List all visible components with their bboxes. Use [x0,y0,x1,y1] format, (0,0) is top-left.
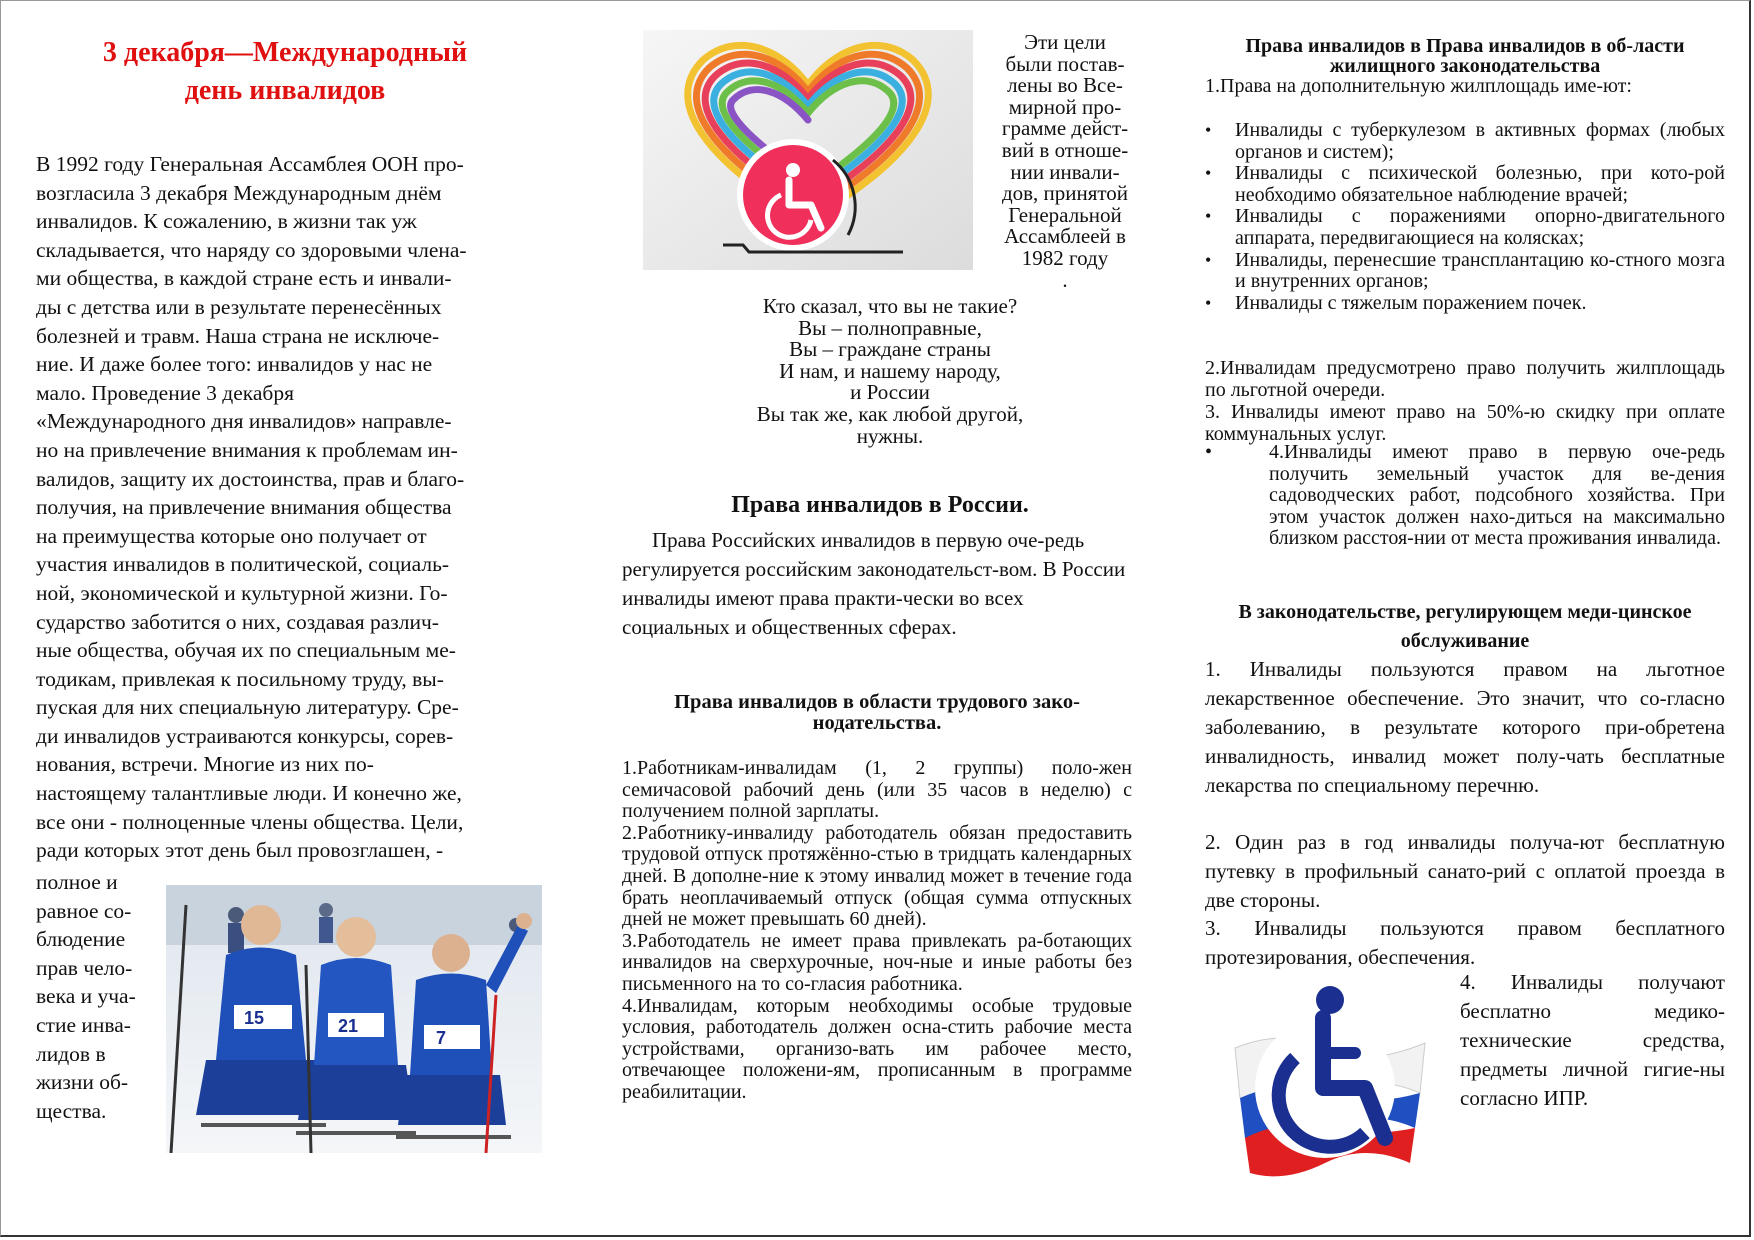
goals-line: Эти цели [1024,30,1106,54]
intro-tail-line: стие инва- [36,1012,131,1037]
intro-tail-line: щества. [36,1098,107,1123]
paralympic-skiers-photo [166,885,542,1153]
goals-line: лены во Все- [1007,73,1123,98]
svg-text:21: 21 [338,1016,359,1036]
list-item: • Инвалиды, перенесшие трансплантацию ко-стного мозга и внутренних органов; [1205,250,1725,293]
main-title: 3 декабря—Международный день инвалидов [102,37,468,106]
intro-line: получия, на привлечение внимания общества [36,495,452,520]
medical-paragraph-1: 1. Инвалиды пользуются правом на льготное лекарственное обеспечение. Это значит, что со-гласно заболеванию, в результате которого при-обретена инвалидность, инвалид может полу-чать бесплатные лекарства по специальному перечню. [1205,657,1725,797]
intro-line: тодикам, привлекая к посильному труду, вы- [36,666,444,691]
intro-line: ной, экономической и культурной жизни. Го- [36,580,448,605]
list-item: • Инвалиды с тяжелым поражением почек. [1205,293,1725,315]
bullet-icon: • [1205,441,1213,463]
poem-line: Вы так же, как любой другой, [756,401,1024,426]
intro-text [36,150,536,865]
intro-line: нования, встречи. Многие из них по- [36,752,374,777]
intro-line: болезней и травм. Наша страна не исключе- [36,323,440,348]
housing-paragraph-1: 1.Права на дополнительную жилплощадь име-ют: [1205,75,1632,97]
intro-line: валидов, защиту их достоинства, прав и благо- [36,466,465,491]
labor-item: 4.Инвалидам, которым необходимы особые трудовые условия, работодатель должен осна-стить рабочие места устройствами, организо-вать им рабочее место, отвечающее положени-ям, прописанным в программе реабилитации. [622,994,1132,1103]
goals-line: 1982 году [1021,245,1109,270]
medical-paragraph-4: 4. Инвалиды получают бесплатно медико-технические средства, предметы личной гигие-ны согласно ИПР. [1460,970,1725,1110]
intro-line: пуская для них специальную литературу. Сре- [36,695,459,720]
goals-line: нии инвали- [1010,159,1120,184]
goals-line: мирной про- [1008,94,1122,119]
wheelchair-russian-flag-logo [1215,978,1435,1178]
intro-tail-line: равное со- [36,898,132,923]
poem-line: и России [850,380,930,405]
labor-rights-list [622,758,1132,1104]
rights-russia-text: Права Российских инвалидов в первую оче-редь регулируется российским законодательст-вом. В России инвалиды имеют права практи-чески во всех социальных и общественных сферах. [622,528,1126,639]
intro-tail-line: полное и [36,870,118,894]
intro-line: ды с детства или в результате перенесённых [36,294,442,319]
medical-paragraph-2: 2. Один раз в год инвалиды получа-ют бесплатную путевку в профильный санато-рий с оплатой проезда в две стороны. [1205,830,1725,912]
intro-line: мало. Проведение 3 декабря [36,380,294,405]
labor-item: 2.Работнику-инвалиду работодатель обязан предоставить трудовой отпуск протяжённо-стью в тридцать календарных дней. В дополне-ние к этому инвалид может в течение года брать неоплачиваемый отпуск (общая сумма отпускных дней не может превышать 60 дней). [622,821,1132,931]
intro-line: ди инвалидов устраиваются конкурсы, сорев- [36,723,454,748]
rights-russia-heading: Права инвалидов в России. [731,492,1029,518]
intro-line: ние. И даже более того: инвалидов у нас не [36,352,433,377]
intro-tail-line: жизни об- [36,1070,129,1095]
intro-line: ми общества, в каждой стране есть и инвали- [36,266,452,291]
svg-text:7: 7 [436,1028,447,1048]
housing-rights-heading: Права инвалидов в Права инвалидов в об-ласти жилищного законодательства [1245,35,1685,77]
list-item: • Инвалиды с туберкулезом в активных формах (любых органов и систем); [1205,120,1725,163]
medical-paragraph-3: 3. Инвалиды пользуются правом бесплатного протезирования, обеспечения. [1205,916,1725,969]
intro-tail-line: прав чело- [36,955,133,980]
intro-line: на преимущества которые оно получает от [36,523,427,548]
intro-tail-line: блюдение [36,927,126,952]
heart-wheelchair-logo [643,30,973,270]
housing-eligibility-list [1205,120,1725,314]
intro-line: В 1992 году Генеральная Ассамблея ООН про- [36,152,464,176]
poem-line: Вы – полноправные, [798,315,982,340]
intro-line: настоящему талантливые люди. И конечно же, [36,781,462,806]
intro-line: ные общества, обучая их по специальным ме- [36,638,456,663]
housing-paragraph-3: 3. Инвалиды имеют право на 50%-ю скидку при оплате коммунальных услуг. [1205,401,1725,445]
goals-line: были постав- [1005,51,1125,76]
labor-item: 3.Работодатель не имеет права привлекать ра-ботающих инвалидов на сверхурочные, ноч-ные и иные работы без письменного на то со-гласия работника. [622,929,1132,995]
svg-text:15: 15 [244,1008,265,1028]
intro-line: ради которых этот день был провозглашен, - [36,838,444,863]
labor-item: 1.Работникам-инвалидам (1, 2 группы) поло-жен семичасовой рабочий день (или 35 часов в неделю) с получением полной зарплаты. [622,757,1132,823]
intro-line: «Международного дня инвалидов» направле- [36,409,452,434]
housing-paragraph-4: • 4.Инвалиды имеют право в первую оче-редь получить земельный участок для ве-дения садоводческих работ, подсобного хозяйства. При этом участок должен нахо-диться на максимально близком расстоя-нии от места проживания инвалида. [1205,441,1725,550]
housing-paragraph-2: 2.Инвалидам предусмотрено право получить жилплощадь по льготной очереди. [1205,357,1725,401]
intro-line: складывается, что наряду со здоровыми члена- [36,237,467,262]
medical-rights-heading: В законодательстве, регулирующем меди-цинское обслуживание [1238,601,1692,652]
intro-line: возгласила 3 декабря Международным днём [36,180,442,205]
goals-line: грамме дейст- [1001,116,1129,141]
intro-line: но на привлечение внимания к проблемам ин- [36,437,458,462]
intro-tail-text [36,868,161,1125]
poem-line: Кто сказал, что вы не такие? [762,294,1018,318]
intro-line: участия инвалидов в политической, социаль- [36,552,450,577]
list-item: • Инвалиды с психической болезнью, при кото-рой необходимо обязательное наблюдение врачей; [1205,163,1725,206]
goals-line: Генеральной [1008,202,1122,227]
goals-line: вий в отноше- [1001,137,1129,162]
list-item: • Инвалиды с поражениями опорно-двигательного аппарата, передвигающиеся на колясках; [1205,206,1725,249]
poem-line: Вы – граждане страны [789,337,991,362]
poem [690,296,1090,447]
intro-tail-line: века и уча- [36,984,136,1009]
poem-line: нужны. [856,423,924,448]
goals-line: . [1062,267,1068,292]
intro-line: все они - полноценные члены общества. Цели, [36,809,464,834]
goals-text [975,32,1155,291]
goals-line: дов, принятой [1001,181,1129,206]
goals-line: Ассамблеей в [1004,224,1126,249]
intro-tail-line: лидов в [36,1041,106,1066]
labor-rights-heading: Права инвалидов в области трудового зако-нодательства. [674,691,1080,734]
intro-line: инвалидов. К сожалению, в жизни так уж [36,209,417,234]
intro-line: сударство заботится о них, создавая различ- [36,609,439,634]
poem-line: И нам, и нашему народу, [779,358,1001,383]
